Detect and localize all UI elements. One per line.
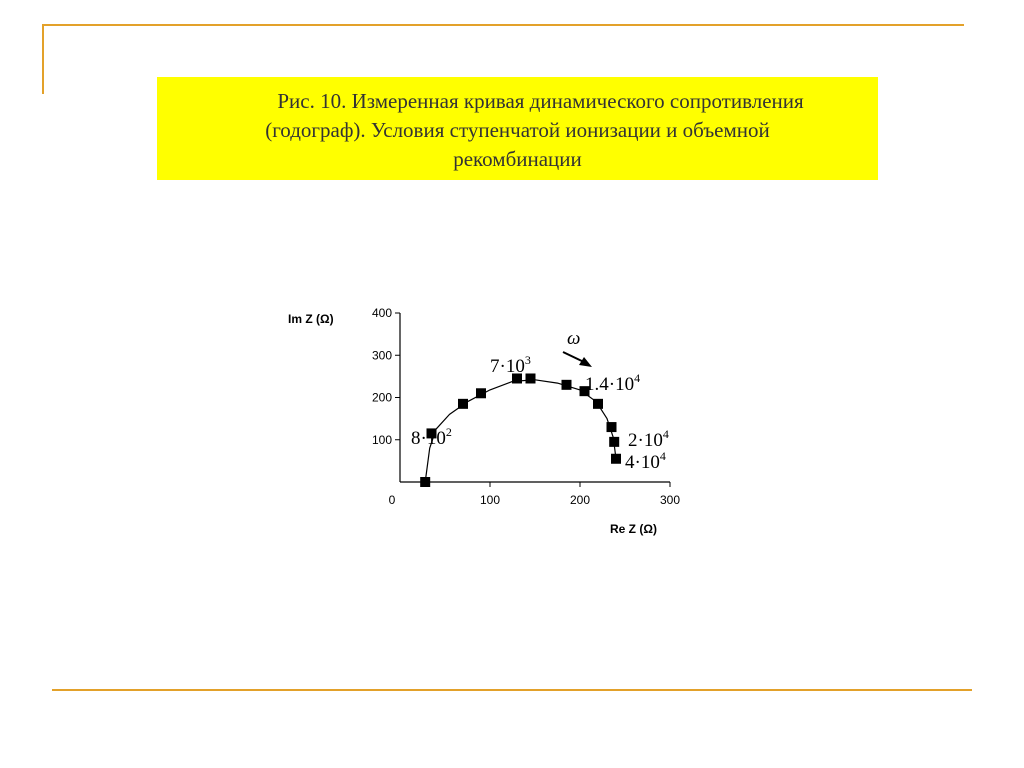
frame-top-line [42,24,964,26]
direction-arrow-head [579,357,592,367]
caption-line-1: Рис. 10. Измеренная кривая динамического сопротивления [277,89,804,113]
frame-left-line [42,24,44,94]
omega-label: ω [567,328,581,349]
data-point [526,373,536,383]
frequency-label-base: 8·10 [411,428,446,449]
data-point [476,388,486,398]
frequency-label-base: 4·10 [625,452,660,473]
x-tick-label: 300 [659,493,681,507]
data-point [562,380,572,390]
frequency-label-exponent: 2 [445,425,452,439]
frequency-label-exponent: 4 [662,427,669,441]
caption-line-3: рекомбинации [453,147,582,171]
frequency-label-a4e4 [625,449,666,473]
frequency-label-exponent: 4 [634,371,641,385]
y-tick-label: 100 [371,432,392,447]
hodograph-chart [270,290,710,550]
y-tick-label: 300 [371,348,392,363]
y-tick-label: 400 [371,306,392,320]
frequency-label-exponent: 3 [524,353,531,367]
x-tick-label: 200 [569,493,591,507]
frequency-label-base: 7·10 [490,356,525,377]
frequency-label-exponent: 4 [659,449,666,463]
data-point [458,399,468,409]
y-tick-label: 200 [371,390,392,405]
frame-bottom-line [52,689,972,691]
data-point [607,422,617,432]
frequency-label-a2e4 [628,427,669,451]
x-axis-title: Re Z (Ω) [610,522,657,536]
frequency-label-base: 2·10 [628,430,663,451]
figure-caption [157,77,878,180]
caption-line-2: (годограф). Условия ступенчатой ионизации и объемной [265,118,770,142]
chart-axes [288,306,680,536]
frequency-label-a7e3 [490,353,531,377]
frequency-label-a8e2 [411,425,452,449]
data-point [611,454,621,464]
y-axis-title: Im Z (Ω) [288,312,334,326]
data-point [593,399,603,409]
frequency-label-base: 1.4·10 [585,374,635,395]
x-tick-label: 100 [479,493,501,507]
frequency-label-a14e4 [585,371,640,395]
data-point [609,437,619,447]
x-tick-label: 0 [388,493,396,507]
chart-annotation-layer [411,328,669,473]
data-point [420,477,430,487]
